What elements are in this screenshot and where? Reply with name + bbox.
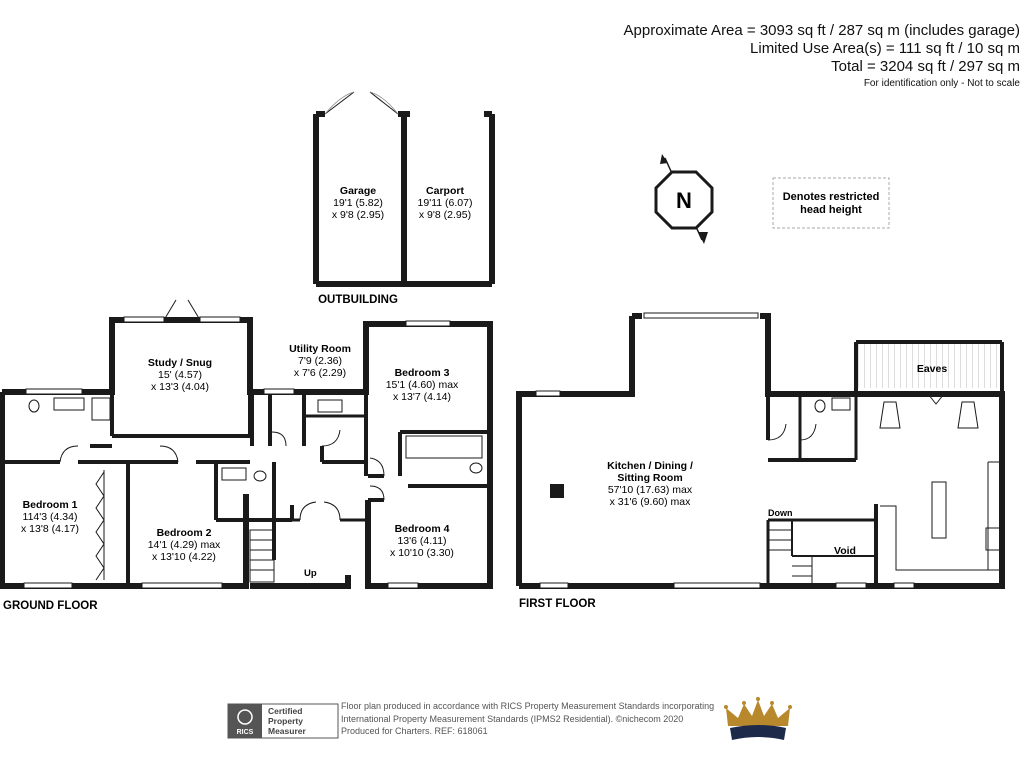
compass-north-letter: N <box>676 188 692 213</box>
bedroom4-label: Bedroom 4 <box>394 523 450 535</box>
rics-logo-text: RICS <box>236 729 254 736</box>
restricted-height-legend <box>773 178 889 228</box>
kitchen-dim1: 57'10 (17.63) max <box>607 484 693 496</box>
carport-dim2: x 9'8 (2.95) <box>418 209 472 221</box>
bedroom1-dim2: x 13'8 (4.17) <box>20 523 80 535</box>
bedroom2-label: Bedroom 2 <box>156 527 212 539</box>
ground-floor-title: GROUND FLOOR <box>3 600 98 612</box>
footer-disclaimer <box>341 700 714 738</box>
identification-note: For identification only - Not to scale <box>863 78 1020 89</box>
study-dim1: 15' (4.57) <box>157 369 203 381</box>
rics-line1: Certified <box>268 706 303 716</box>
study-label: Study / Snug <box>147 357 213 369</box>
footer-line2: International Property Measurement Standards (IPMS2 Residential). ©nichecom 2020 <box>341 713 684 724</box>
void-label: Void <box>834 545 856 557</box>
stairs-up-label: Up <box>304 568 317 579</box>
bedroom1-label: Bedroom 1 <box>22 499 78 511</box>
legend-line1: Denotes restricted <box>782 191 880 203</box>
bedroom3-dim1: 15'1 (4.60) max <box>385 379 459 391</box>
legend-line2: head height <box>800 204 862 216</box>
study-dim2: x 13'3 (4.04) <box>150 381 210 393</box>
kitchen-dim2: x 31'6 (9.60) max <box>609 496 691 508</box>
kitchen-label-line1: Kitchen / Dining / <box>607 460 693 472</box>
bedroom2-dim1: 14'1 (4.29) max <box>147 539 221 551</box>
compass-rose <box>656 154 712 244</box>
bedroom1-dim1: 114'3 (4.34) <box>22 511 78 523</box>
first-floor-title: FIRST FLOOR <box>519 598 596 610</box>
kitchen-label-line2: Sitting Room <box>617 472 683 484</box>
footer-line1: Floor plan produced in accordance with RICS Property Measurement Standards incorporating <box>341 701 715 711</box>
eaves-label: Eaves <box>916 363 948 375</box>
crown-logo <box>724 697 792 740</box>
stairs-down-label: Down <box>768 508 793 518</box>
carport-label: Carport <box>426 185 464 197</box>
bedroom2-dim2: x 13'10 (4.22) <box>152 551 216 563</box>
utility-dim2: x 7'6 (2.29) <box>293 367 347 379</box>
utility-dim1: 7'9 (2.36) <box>297 355 343 367</box>
bedroom4-dim2: x 10'10 (3.30) <box>390 547 454 559</box>
carport-dim1: 19'11 (6.07) <box>417 197 473 209</box>
bedroom4-dim1: 13'6 (4.11) <box>397 535 447 547</box>
bedroom3-dim2: x 13'7 (4.14) <box>392 391 452 403</box>
outbuilding-title: OUTBUILDING <box>318 294 398 306</box>
utility-label: Utility Room <box>289 343 351 355</box>
rics-line3: Measurer <box>268 726 306 736</box>
footer-line3: Produced for Charters. REF: 618061 <box>341 726 488 736</box>
area-summary-total: Total = 3204 sq ft / 297 sq m <box>831 58 1020 75</box>
area-summary-approximate: Approximate Area = 3093 sq ft / 287 sq m (includes garage) <box>623 22 1020 39</box>
garage-dim2: x 9'8 (2.95) <box>331 209 385 221</box>
area-summary-limited: Limited Use Area(s) = 111 sq ft / 10 sq m <box>750 40 1020 57</box>
rics-logo <box>228 704 338 738</box>
garage-dim1: 19'1 (5.82) <box>333 197 383 209</box>
garage-label: Garage <box>339 185 377 197</box>
bedroom3-label: Bedroom 3 <box>394 367 450 379</box>
rics-line2: Property <box>268 716 303 726</box>
